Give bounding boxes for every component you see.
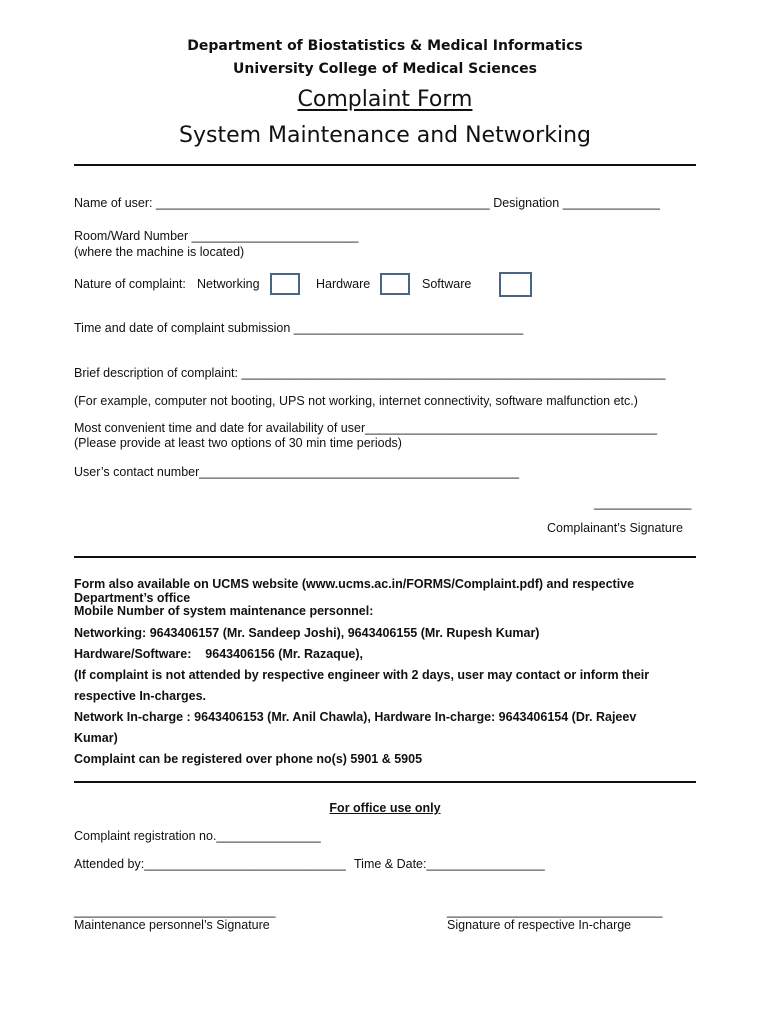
office-divider bbox=[74, 781, 696, 783]
office-use-heading bbox=[0, 801, 770, 815]
section-divider bbox=[74, 556, 696, 558]
designation-input-line[interactable]: ______________ bbox=[562, 196, 661, 210]
availability-note: (Please provide at least two options of 30 min time periods) bbox=[74, 436, 402, 450]
escalation-note-2: respective In-charges. bbox=[74, 689, 207, 703]
room-field-row bbox=[74, 229, 359, 243]
hardware-checkbox[interactable] bbox=[380, 273, 410, 295]
description-field[interactable]: Brief description of complaint: _____________________________________________________________ bbox=[74, 366, 666, 380]
room-input-line[interactable]: ________________________ bbox=[191, 229, 359, 243]
name-label: Name of user: bbox=[74, 196, 153, 210]
hardware-contacts: Hardware/Software: 9643406156 (Mr. Razaque), bbox=[74, 647, 364, 661]
department-heading: Department of Biostatistics & Medical Informatics bbox=[187, 38, 583, 54]
designation-label: Designation bbox=[493, 196, 560, 210]
office-use-heading-text: For office use only bbox=[329, 801, 441, 815]
incharge-signature-line[interactable]: _______________________________ bbox=[447, 904, 663, 918]
software-option-label: Software bbox=[422, 277, 472, 291]
complainant-signature-line[interactable]: ______________ bbox=[594, 496, 692, 510]
office-time-date-field[interactable]: Time & Date:_________________ bbox=[354, 857, 545, 871]
hardware-option-label: Hardware bbox=[316, 277, 371, 291]
maintenance-signature-line[interactable]: _____________________________ bbox=[74, 904, 276, 918]
form-subtitle: System Maintenance and Networking bbox=[179, 123, 591, 148]
software-checkbox[interactable] bbox=[499, 272, 532, 297]
form-title bbox=[0, 87, 770, 112]
complainant-signature-label: Complainant’s Signature bbox=[547, 521, 683, 535]
incharge-contacts-1: Network In-charge : 9643406153 (Mr. Anil Chawla), Hardware In-charge: 9643406154 (Dr. Rajeev bbox=[74, 710, 637, 724]
networking-option-label: Networking bbox=[197, 277, 260, 291]
room-label: Room/Ward Number bbox=[74, 229, 189, 243]
networking-checkbox[interactable] bbox=[270, 273, 300, 295]
networking-contacts: Networking: 9643406157 (Mr. Sandeep Joshi), 9643406155 (Mr. Rupesh Kumar) bbox=[74, 626, 540, 640]
name-field-row bbox=[74, 196, 660, 210]
incharge-signature-label: Signature of respective In-charge bbox=[447, 918, 632, 932]
info-line-3: Mobile Number of system maintenance personnel: bbox=[74, 604, 374, 618]
description-example: (For example, computer not booting, UPS not working, internet connectivity, software malfunction etc.) bbox=[74, 394, 638, 408]
submission-time-field[interactable]: Time and date of complaint submission _________________________________ bbox=[74, 321, 524, 335]
attended-by-field[interactable]: Attended by:_____________________________ bbox=[74, 857, 346, 871]
escalation-note-1: (If complaint is not attended by respective engineer with 2 days, user may contact or inform their bbox=[74, 668, 650, 682]
header-divider bbox=[74, 164, 696, 166]
availability-field[interactable]: Most convenient time and date for availability of user__________________________________________ bbox=[74, 421, 658, 435]
registration-number-field[interactable]: Complaint registration no._______________ bbox=[74, 829, 321, 843]
name-input-line[interactable]: ________________________________________________ bbox=[156, 196, 490, 210]
contact-number-field[interactable]: User’s contact number______________________________________________ bbox=[74, 465, 520, 479]
info-line-2: Department’s office bbox=[74, 591, 191, 605]
incharge-contacts-2: Kumar) bbox=[74, 731, 118, 745]
room-note: (where the machine is located) bbox=[74, 245, 245, 259]
info-line-1: Form also available on UCMS website (www.ucms.ac.in/FORMS/Complaint.pdf) and respective bbox=[74, 577, 635, 591]
maintenance-signature-label: Maintenance personnel’s Signature bbox=[74, 918, 270, 932]
nature-label: Nature of complaint: bbox=[74, 277, 186, 291]
phone-registration: Complaint can be registered over phone no(s) 5901 & 5905 bbox=[74, 752, 423, 766]
college-heading: University College of Medical Sciences bbox=[233, 61, 537, 77]
form-title-text: Complaint Form bbox=[297, 87, 473, 112]
